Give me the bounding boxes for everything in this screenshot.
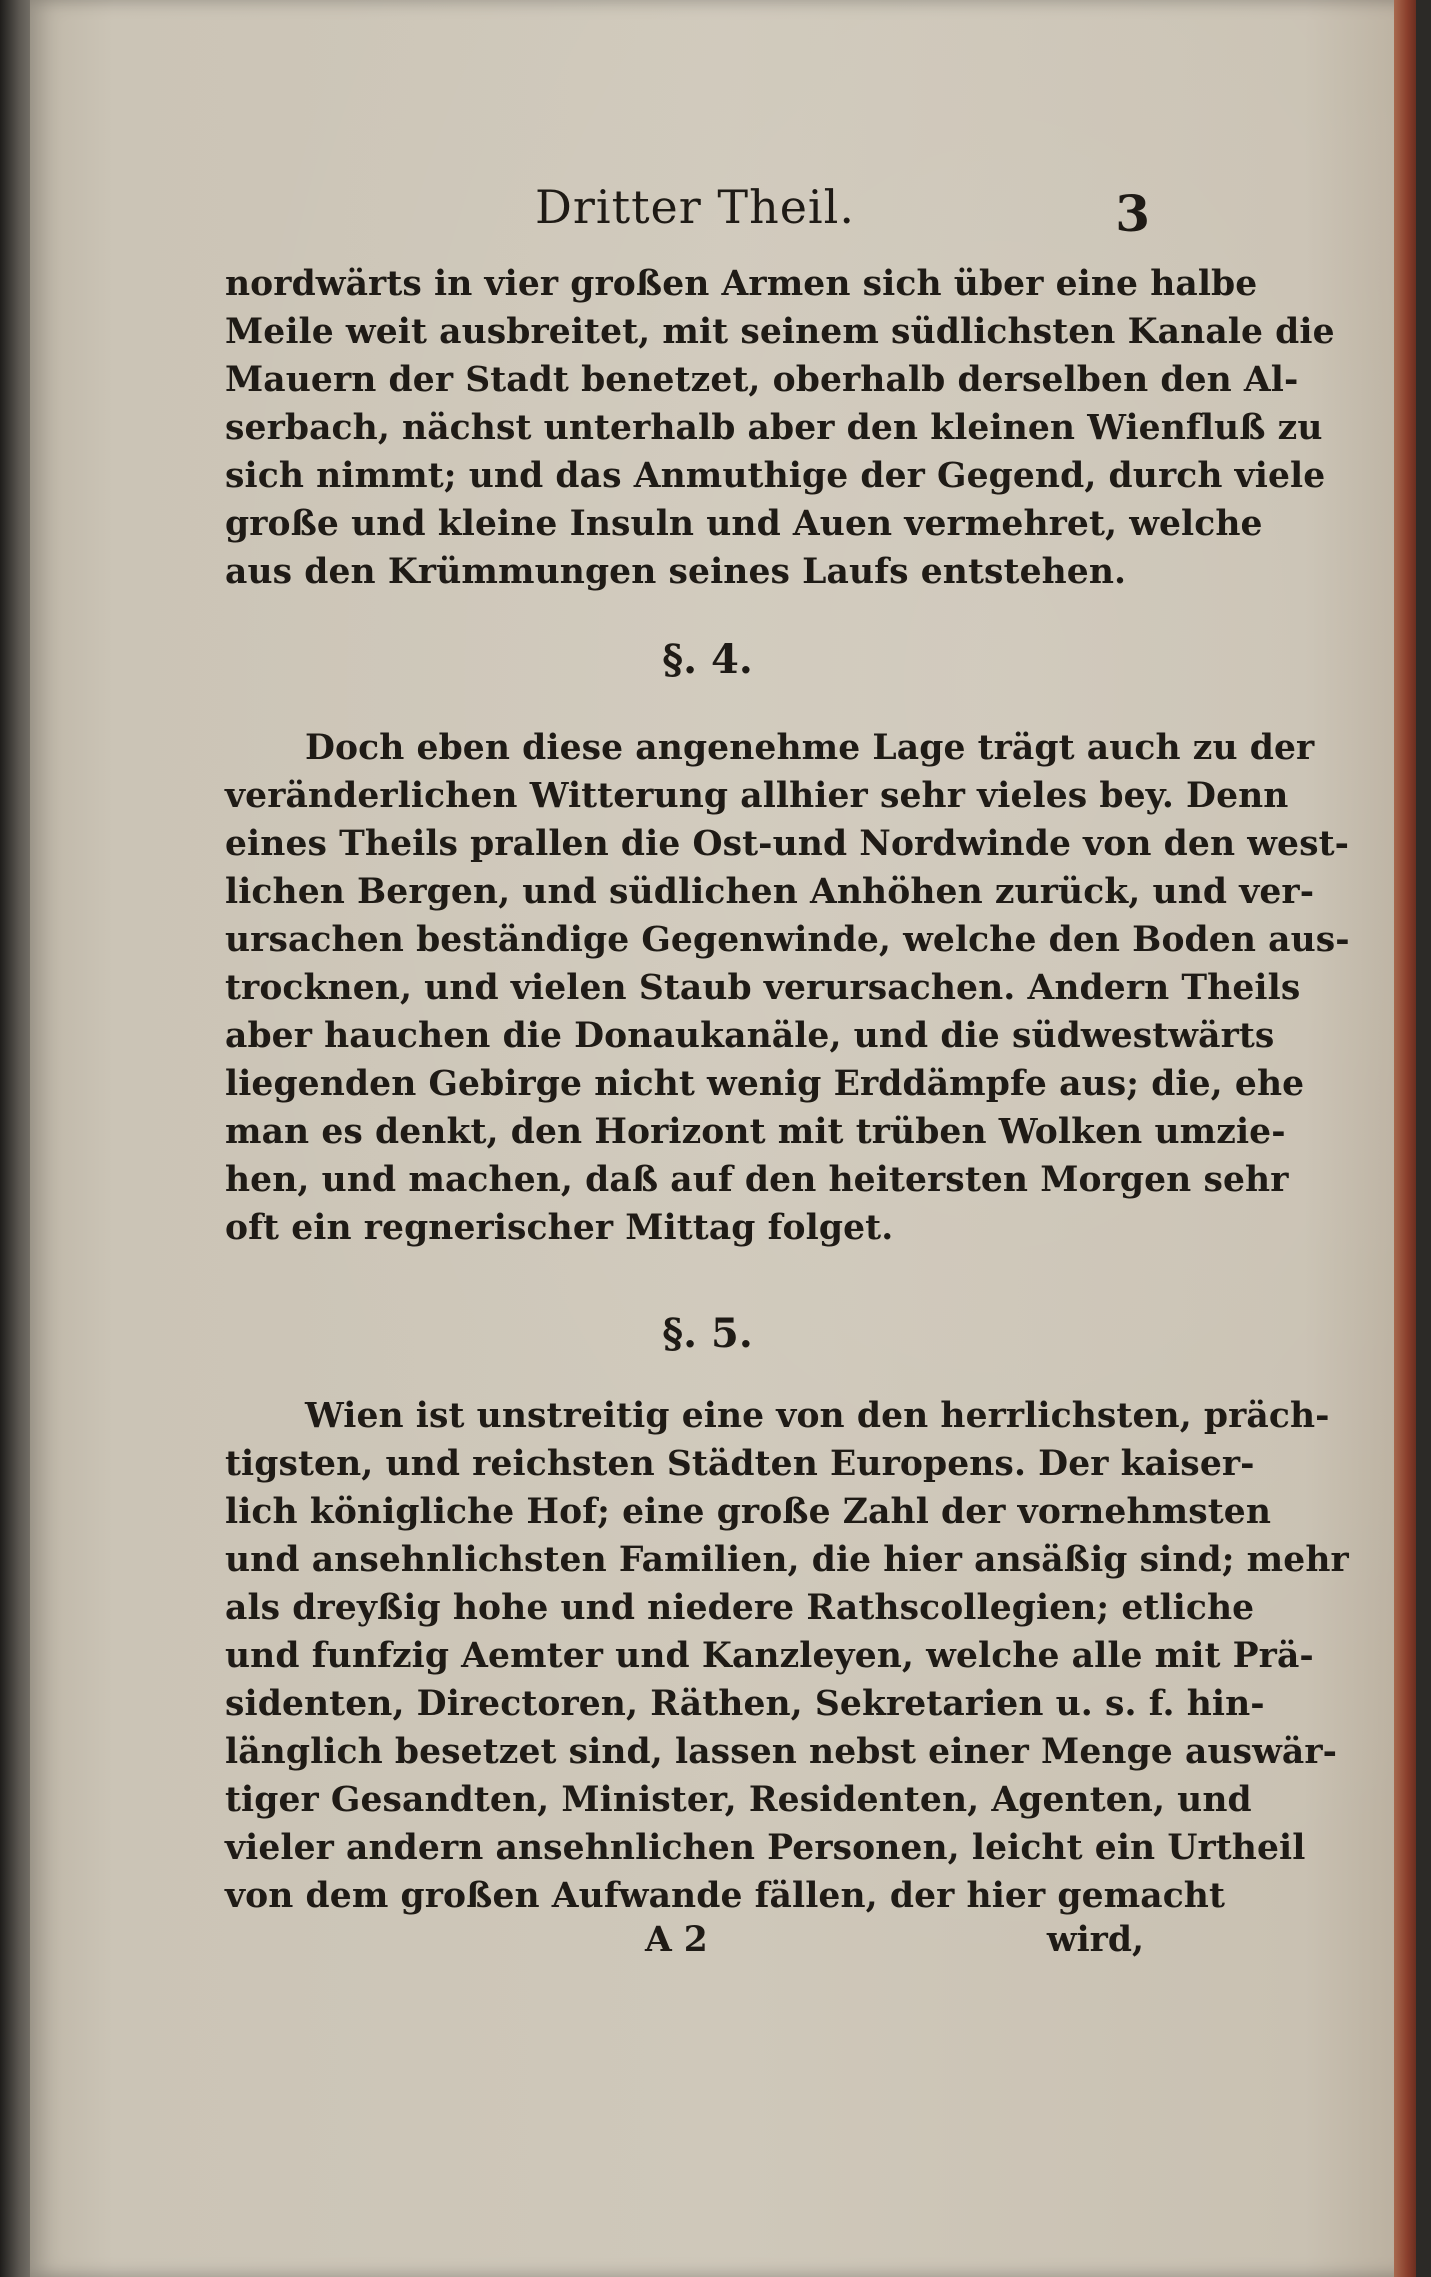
page-fore-edge bbox=[1394, 0, 1416, 2277]
text-line: und funfzig Aemter und Kanzleyen, welche alle mit Prä- bbox=[225, 1636, 1314, 1676]
text-line: veränderlichen Witterung allhier sehr vieles bey. Denn bbox=[225, 776, 1289, 816]
paragraph-continued bbox=[225, 260, 1335, 596]
running-head-title: Dritter Theil. bbox=[535, 180, 855, 234]
text-line: sich nimmt; und das Anmuthige der Gegend, durch viele bbox=[225, 456, 1326, 496]
text-line: Mauern der Stadt benetzet, oberhalb derselben den Al- bbox=[225, 360, 1299, 400]
text-line: man es denkt, den Horizont mit trüben Wolken umzie- bbox=[225, 1112, 1286, 1152]
page-footer bbox=[225, 1920, 1150, 1968]
text-line: länglich besetzet sind, lassen nebst einer Menge auswär- bbox=[225, 1732, 1338, 1772]
text-line: große und kleine Insuln und Auen vermehret, welche bbox=[225, 504, 1263, 544]
text-line: lichen Bergen, und südlichen Anhöhen zurück, und ver- bbox=[225, 872, 1315, 912]
section-heading-5: §. 5. bbox=[662, 1310, 753, 1357]
running-head bbox=[225, 170, 1150, 256]
text-line: aber hauchen die Donaukanäle, und die südwestwärts bbox=[225, 1016, 1275, 1056]
text-line: als dreyßig hohe und niedere Rathscollegien; etliche bbox=[225, 1588, 1255, 1628]
text-line: vieler andern ansehnlichen Personen, leicht ein Urtheil bbox=[225, 1828, 1306, 1868]
text-block bbox=[225, 170, 1350, 1968]
text-line: hen, und machen, daß auf den heitersten Morgen sehr bbox=[225, 1160, 1289, 1200]
signature-mark: A 2 bbox=[645, 1920, 708, 1960]
text-line: lich königliche Hof; eine große Zahl der vornehmsten bbox=[225, 1492, 1272, 1532]
catchword: wird, bbox=[1046, 1920, 1144, 1960]
text-line: Doch eben diese angenehme Lage trägt auch zu der bbox=[305, 728, 1315, 768]
text-line: und ansehnlichsten Familien, die hier ansäßig sind; mehr bbox=[225, 1540, 1349, 1580]
text-line: trocknen, und vielen Staub verursachen. Andern Theils bbox=[225, 968, 1301, 1008]
text-line: tiger Gesandten, Minister, Residenten, Agenten, und bbox=[225, 1780, 1252, 1820]
text-line: Wien ist unstreitig eine von den herrlichsten, präch- bbox=[305, 1396, 1330, 1436]
section-5-paragraph bbox=[225, 1392, 1349, 1920]
text-line: aus den Krümmungen seines Laufs entstehen. bbox=[225, 552, 1127, 592]
section-4-paragraph bbox=[225, 724, 1350, 1252]
text-line: eines Theils prallen die Ost-und Nordwinde von den west- bbox=[225, 824, 1350, 864]
text-line: serbach, nächst unterhalb aber den kleinen Wienfluß zu bbox=[225, 408, 1323, 448]
text-line: von dem großen Aufwande fällen, der hier gemacht bbox=[225, 1876, 1226, 1916]
book-cover-edge bbox=[0, 0, 34, 2277]
text-line: nordwärts in vier großen Armen sich über eine halbe bbox=[225, 264, 1258, 304]
book-page bbox=[30, 0, 1416, 2277]
text-line: ursachen beständige Gegenwinde, welche den Boden aus- bbox=[225, 920, 1350, 960]
section-heading-4: §. 4. bbox=[662, 636, 753, 683]
text-line: Meile weit ausbreitet, mit seinem südlichsten Kanale die bbox=[225, 312, 1335, 352]
text-line: oft ein regnerischer Mittag folget. bbox=[225, 1208, 894, 1248]
text-line: liegenden Gebirge nicht wenig Erddämpfe aus; die, ehe bbox=[225, 1064, 1305, 1104]
text-line: tigsten, und reichsten Städten Europens. Der kaiser- bbox=[225, 1444, 1255, 1484]
text-line: sidenten, Directoren, Räthen, Sekretarien u. s. f. hin- bbox=[225, 1684, 1265, 1724]
page-number: 3 bbox=[1115, 184, 1150, 243]
